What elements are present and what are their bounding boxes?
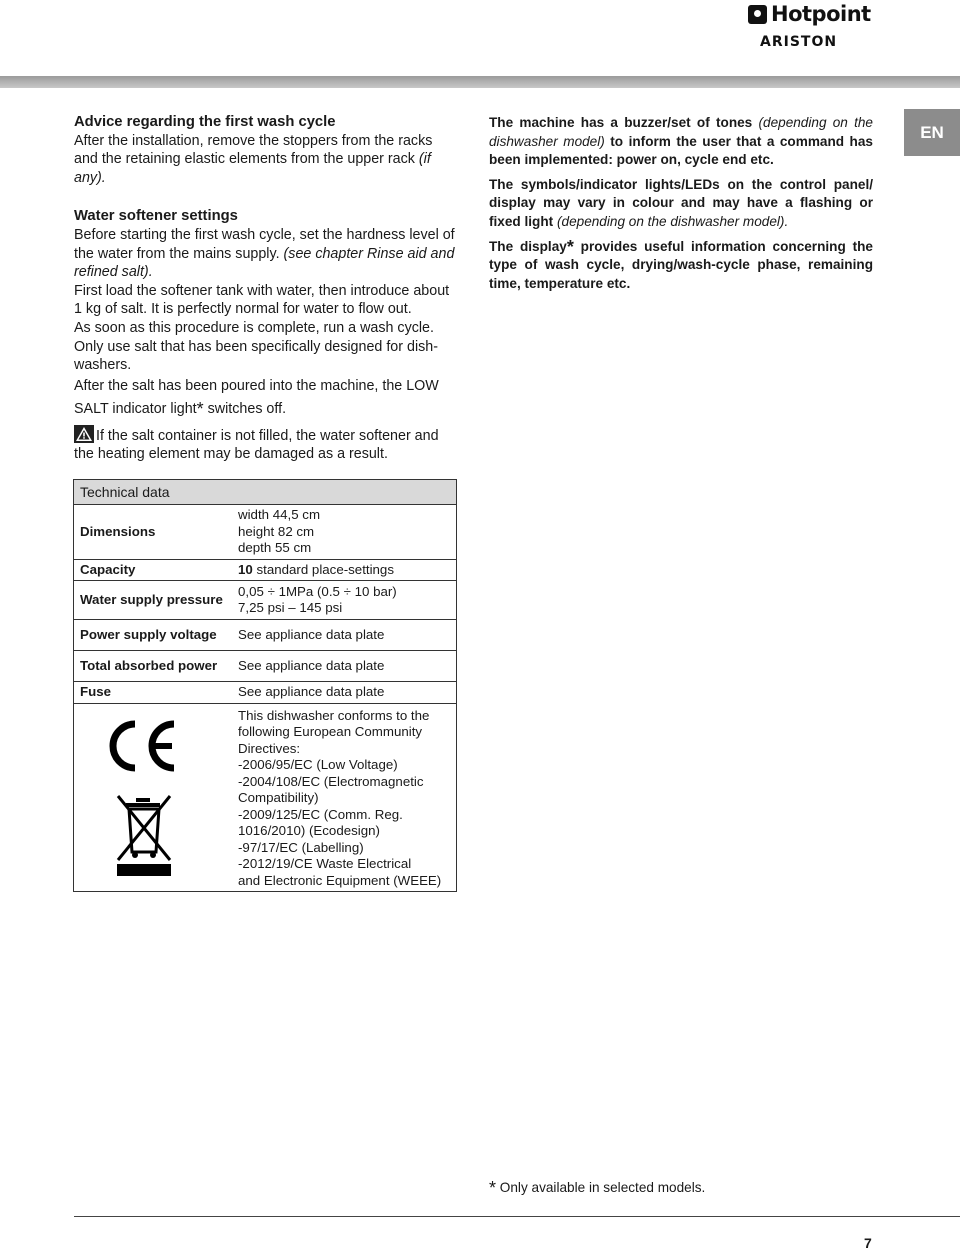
symbols-text: The symbols/indicator lights/LEDs on the control panel/ display may vary in colour and may have a flashing or fixed light (depending on the dishwasher model). bbox=[489, 176, 873, 229]
sub-brand-name: ARISTON bbox=[760, 34, 838, 50]
softener-text-5: After the salt has been poured into the machine, the LOW SALT indicator light* switches off. bbox=[74, 377, 439, 419]
technical-data-table bbox=[73, 479, 457, 892]
table-row: Capacity 10 standard place-settings bbox=[74, 559, 457, 581]
buzzer-text: The machine has a buzzer/set of tones (depending on the dishwasher model) to inform the user that a command has been implemented: power on, cycle end etc. bbox=[489, 115, 873, 168]
weee-bin-icon bbox=[114, 794, 174, 876]
softener-text-4: Only use salt that has been specifically designed for dish-washers. bbox=[74, 338, 438, 374]
right-column bbox=[489, 114, 873, 299]
brand-name: Hotpoint bbox=[771, 2, 871, 26]
header-bar bbox=[0, 76, 960, 88]
warning-icon bbox=[74, 425, 94, 443]
language-tab-en: EN bbox=[904, 109, 960, 156]
table-row: Water supply pressure 0,05 ÷ 1MPa (0.5 ÷ 10 bar) 7,25 psi – 145 psi bbox=[74, 581, 457, 620]
softener-heading: Water softener settings bbox=[74, 208, 238, 225]
first-wash-heading: Advice regarding the first wash cycle bbox=[74, 114, 336, 130]
left-column bbox=[74, 113, 458, 464]
table-row: Power supply voltage See appliance data plate bbox=[74, 620, 457, 651]
ce-mark-icon bbox=[102, 716, 182, 776]
table-row-directives: This dishwasher conforms to the following European Community Directives: -2006/95/EC (Low Voltage) -2004/108/EC (Electromagnetic Compatibility) -2009/125/EC (Comm. Reg. 1016/2010) (Ecodesign) -97/17/EC (Labelling) -2012/19/CE Waste Electrical and Electronic Equipment (WEEE) bbox=[74, 703, 457, 892]
softener-text-3: As soon as this procedure is complete, run a wash cycle. bbox=[74, 319, 434, 336]
softener-text-1: Before starting the first wash cycle, set the hardness level of the water from the mains supply. (see chapter Rinse aid and refined salt). bbox=[74, 226, 455, 281]
hotpoint-logo-icon bbox=[748, 5, 767, 24]
footnote: * Only available in selected models. bbox=[489, 1178, 706, 1198]
table-title: Technical data bbox=[74, 480, 457, 505]
first-wash-text: After the installation, remove the stoppers from the racks and the retaining elastic elements from the upper rack (if any). bbox=[74, 132, 433, 186]
display-text: The display* provides useful information concerning the type of wash cycle, drying/wash-cycle phase, remaining time, temperature etc. bbox=[489, 236, 873, 291]
table-row: Fuse See appliance data plate bbox=[74, 682, 457, 704]
page-number: 7 bbox=[864, 1235, 872, 1251]
table-row: Dimensions width 44,5 cm height 82 cm depth 55 cm bbox=[74, 505, 457, 560]
softener-text-2: First load the softener tank with water, then introduce about 1 kg of salt. It is perfectly normal for water to flow out. bbox=[74, 282, 450, 318]
footer-divider bbox=[74, 1216, 960, 1217]
warning-text: If the salt container is not filled, the water softener and the heating element may be damaged as a result. bbox=[74, 425, 458, 464]
table-row: Total absorbed power See appliance data plate bbox=[74, 651, 457, 682]
brand-logo bbox=[748, 2, 870, 52]
